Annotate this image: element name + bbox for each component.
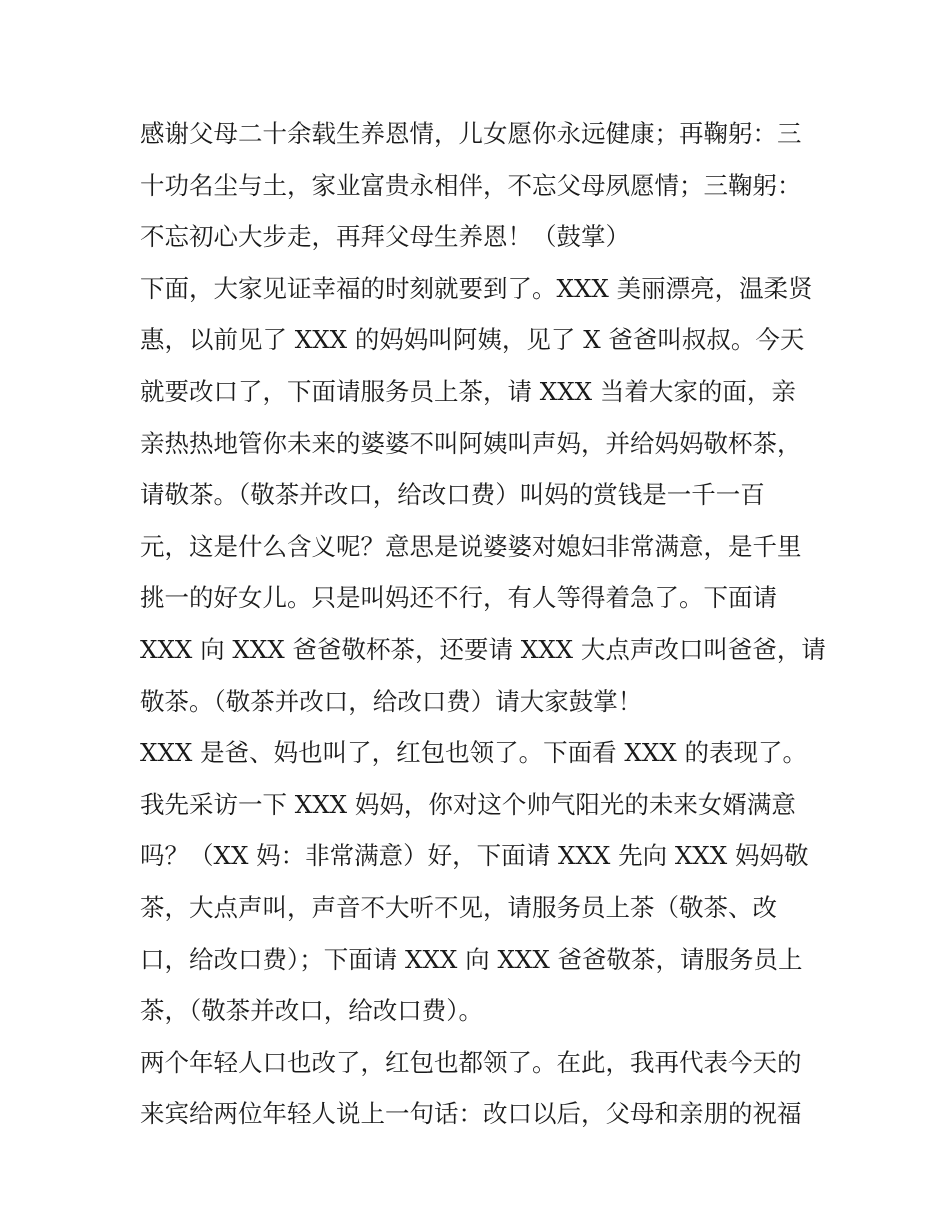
text-line: 惠，以前见了 XXX 的妈妈叫阿姨，见了 X 爸爸叫叔叔。今天 (140, 325, 805, 355)
text-line: 亲热热地管你未来的婆婆不叫阿姨叫声妈，并给妈妈敬杯茶， (140, 428, 802, 458)
text-line: 口，给改口费）；下面请 XXX 向 XXX 爸爸敬茶，请服务员上 (140, 944, 803, 974)
text-line: XXX 是爸、妈也叫了，红包也领了。下面看 XXX 的表现了。 (140, 738, 808, 768)
text-line: 我先采访一下 XXX 妈妈，你对这个帅气阳光的未来女婿满意 (140, 789, 796, 819)
text-line: 挑一的好女儿。只是叫妈还不行，有人等得着急了。下面请 (140, 583, 777, 613)
text-line: XXX 向 XXX 爸爸敬杯茶，还要请 XXX 大点声改口叫爸爸，请 (140, 634, 826, 664)
text-line: 茶，（敬茶并改口，给改口费）。 (140, 996, 483, 1026)
text-line: 下面，大家见证幸福的时刻就要到了。XXX 美丽漂亮，温柔贤 (140, 273, 813, 303)
text-line: 两个年轻人口也改了，红包也都领了。在此，我再代表今天的 (140, 1047, 802, 1077)
body-text (140, 108, 830, 1140)
text-line: 茶，大点声叫，声音不大听不见，请服务员上茶（敬茶、改 (140, 892, 777, 922)
text-line: 就要改口了，下面请服务员上茶，请 XXX 当着大家的面，亲 (140, 376, 796, 406)
text-line: 十功名尘与土，家业富贵永相伴，不忘父母夙愿情；三鞠躬： (140, 170, 802, 200)
text-line: 来宾给两位年轻人说上一句话：改口以后，父母和亲朋的祝福 (140, 1099, 802, 1129)
text-line: 感谢父母二十余载生养恩情，儿女愿你永远健康；再鞠躬：三 (140, 119, 802, 148)
text-line: 元，这是什么含义呢？意思是说婆婆对媳妇非常满意，是千里 (140, 531, 802, 561)
text-line: 敬茶。（敬茶并改口，给改口费）请大家鼓掌！ (140, 686, 643, 716)
text-line: 不忘初心大步走，再拜父母生养恩！（鼓掌） (140, 222, 630, 252)
text-line: 吗？（XX 妈：非常满意）好，下面请 XXX 先向 XXX 妈妈敬 (140, 841, 809, 871)
text-line: 请敬茶。（敬茶并改口，给改口费）叫妈的赏钱是一千一百 (140, 480, 765, 510)
